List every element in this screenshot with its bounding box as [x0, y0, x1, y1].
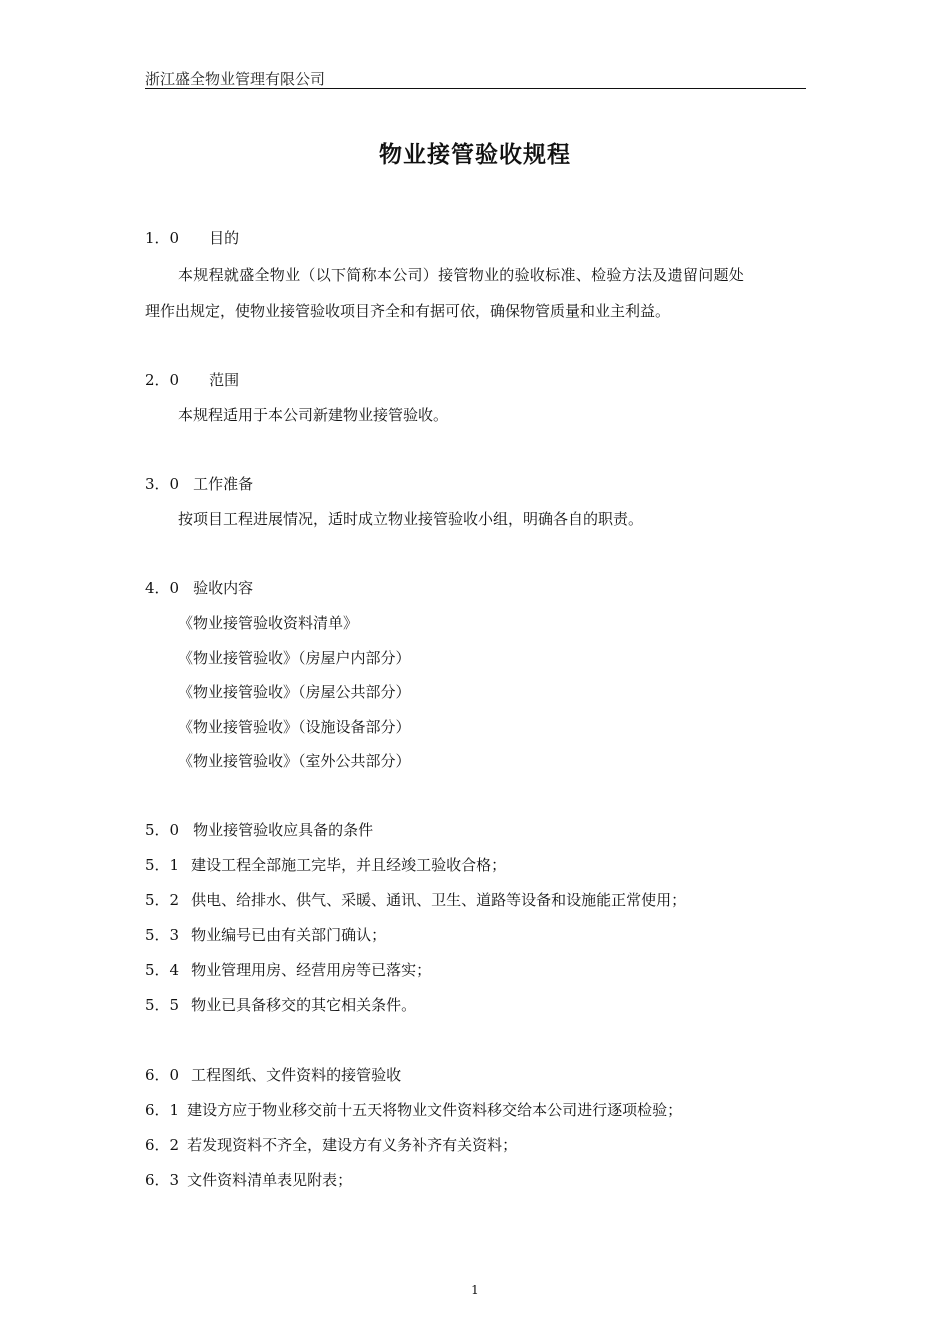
subitem-text: 供电、给排水、供气、采暖、通讯、卫生、道路等设备和设施能正常使用； [191, 891, 687, 909]
section-4-heading [145, 577, 253, 598]
section-number: 3．0 [145, 475, 180, 493]
section-title: 工程图纸、文件资料的接管验收 [191, 1066, 402, 1084]
section-number: 4．0 [145, 579, 180, 597]
subitem-number: 5．3 [145, 926, 180, 944]
section-2-heading [145, 369, 239, 390]
section-5-subitem [145, 959, 431, 980]
section-title: 验收内容 [193, 579, 254, 597]
subitem-text: 建设方应于物业移交前十五天将物业文件资料移交给本公司进行逐项检验； [187, 1101, 683, 1119]
subitem-number: 6．2 [145, 1136, 180, 1154]
header-divider [145, 88, 806, 89]
section-6-heading [145, 1064, 401, 1085]
section-3-body: 按项目工程进展情况，适时成立物业接管验收小组，明确各自的职责。 [178, 510, 644, 528]
subitem-number: 5．2 [145, 891, 180, 909]
section-5-subitem [145, 854, 506, 875]
subitem-text: 物业管理用房、经营用房等已落实； [191, 961, 432, 979]
subitem-text: 物业已具备移交的其它相关条件。 [191, 996, 417, 1014]
section-number: 1．0 [145, 229, 180, 247]
subitem-text: 若发现资料不齐全，建设方有义务补齐有关资料； [187, 1136, 518, 1154]
section-1-body-line-1: 本规程就盛全物业（以下简称本公司）接管物业的验收标准、检验方法及遗留问题处 [178, 266, 745, 284]
section-title: 范围 [209, 371, 240, 389]
section-title: 目的 [209, 229, 240, 247]
section-4-list-item: 《物业接管验收》（设施设备部分） [178, 718, 411, 736]
subitem-text: 文件资料清单表见附表； [187, 1171, 353, 1189]
section-number: 2．0 [145, 371, 180, 389]
section-6-subitem [145, 1134, 517, 1155]
subitem-text: 建设工程全部施工完毕，并且经竣工验收合格； [191, 856, 507, 874]
section-4-list-item: 《物业接管验收》（室外公共部分） [178, 752, 411, 770]
subitem-number: 5．4 [145, 961, 180, 979]
section-title: 工作准备 [193, 475, 254, 493]
section-number: 6．0 [145, 1066, 180, 1084]
subitem-text: 物业编号已由有关部门确认； [191, 926, 387, 944]
section-4-list-item: 《物业接管验收》（房屋公共部分） [178, 683, 411, 701]
subitem-number: 5．1 [145, 856, 180, 874]
section-6-subitem [145, 1099, 682, 1120]
section-5-subitem [145, 924, 386, 945]
subitem-number: 6．1 [145, 1101, 180, 1119]
header-company-name: 浙江盛全物业管理有限公司 [145, 70, 326, 88]
section-5-heading [145, 819, 373, 840]
section-4-list-item: 《物业接管验收资料清单》 [178, 614, 359, 632]
section-3-heading [145, 473, 253, 494]
section-4-list-item: 《物业接管验收》（房屋户内部分） [178, 649, 411, 667]
section-2-body: 本规程适用于本公司新建物业接管验收。 [178, 406, 449, 424]
subitem-number: 5．5 [145, 996, 180, 1014]
section-number: 5．0 [145, 821, 180, 839]
subitem-number: 6．3 [145, 1171, 180, 1189]
section-1-heading [145, 227, 239, 248]
page-number: 1 [471, 1283, 479, 1297]
section-1-body-line-2: 理作出规定，使物业接管验收项目齐全和有据可依，确保物管质量和业主利益。 [145, 302, 671, 320]
section-6-subitem [145, 1169, 352, 1190]
section-5-subitem [145, 994, 416, 1015]
section-5-subitem [145, 889, 686, 910]
document-title: 物业接管验收规程 [379, 142, 571, 168]
section-title: 物业接管验收应具备的条件 [193, 821, 374, 839]
